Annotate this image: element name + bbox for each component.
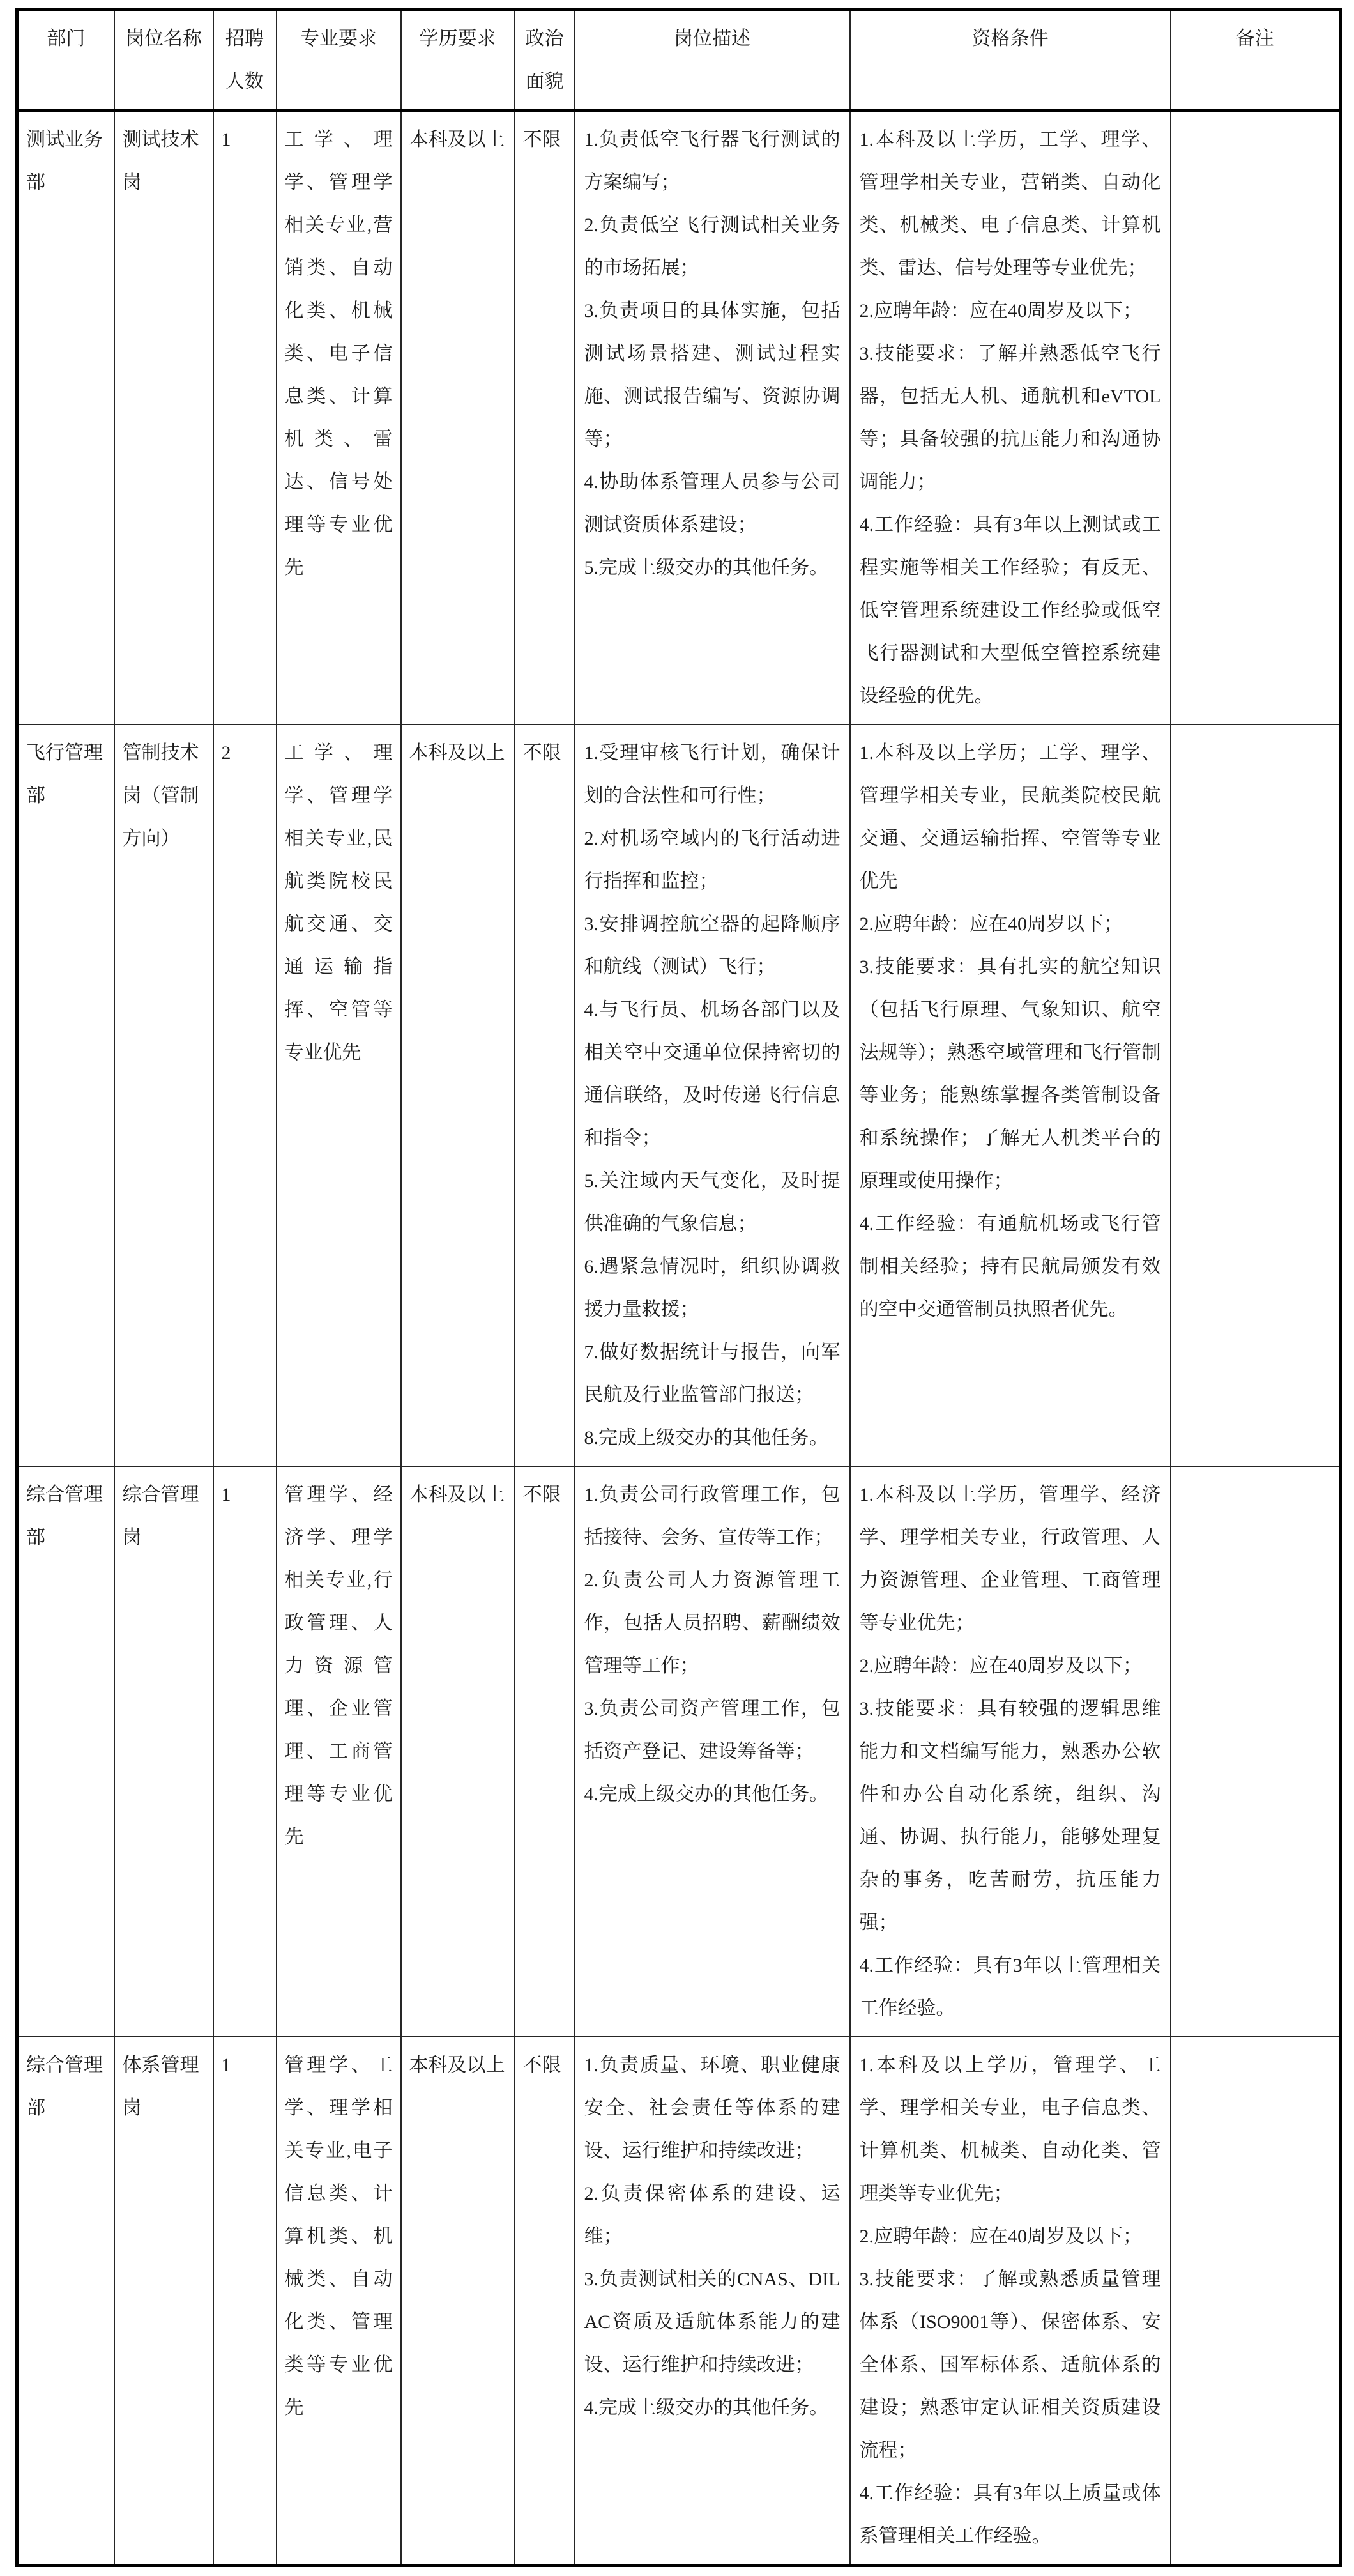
- cell-remark: [1171, 111, 1341, 724]
- qual-item: 4.工作经验：具有3年以上测试或工程实施等相关工作经验；有反无、低空管理系统建设工作经验或低空飞行器测试和大型低空管控系统建设经验的优先。: [859, 514, 1161, 707]
- table-header: [17, 10, 1341, 111]
- cell-count: 1: [213, 1466, 277, 2037]
- desc-item: 2.对机场空域内的飞行活动进行指挥和监控；: [584, 828, 841, 892]
- col-header-politics: 政治面貌: [515, 10, 575, 111]
- cell-major: 管理学、经济学、理学相关专业,行政管理、人力资源管理、企业管理、工商管理等专业优先: [277, 1466, 401, 2037]
- cell-education: 本科及以上: [401, 2037, 515, 2566]
- desc-item: 8.完成上级交办的其他任务。: [584, 1427, 828, 1448]
- table-row: [17, 2037, 1341, 2566]
- cell-count: 2: [213, 724, 277, 1466]
- table-row: [17, 1466, 1341, 2037]
- qual-item: 3.技能要求：具有较强的逻辑思维能力和文档编写能力，熟悉办公软件和办公自动化系统，组织、沟通、协调、执行能力，能够处理复杂的事务，吃苦耐劳，抗压能力强；: [859, 1698, 1161, 1933]
- qual-item: 2.应聘年龄：应在40周岁以下；: [859, 914, 1123, 935]
- desc-item: 5.完成上级交办的其他任务。: [584, 557, 828, 578]
- col-header-qualifications: 资格条件: [850, 10, 1171, 111]
- desc-item: 2.负责保密体系的建设、运维；: [584, 2183, 841, 2247]
- cell-politics: 不限: [515, 724, 575, 1466]
- cell-qualifications: [850, 1466, 1171, 2037]
- header-row: [17, 10, 1341, 111]
- cell-department: 飞行管理部: [17, 724, 114, 1466]
- desc-item: 5.关注域内天气变化，及时提供准确的气象信息；: [584, 1170, 841, 1234]
- col-header-description: 岗位描述: [575, 10, 850, 111]
- qual-item: 1.本科及以上学历，管理学、工学、理学相关专业，电子信息类、计算机类、机械类、自动化类、管理类等专业优先；: [859, 2055, 1161, 2204]
- cell-education: 本科及以上: [401, 724, 515, 1466]
- cell-remark: [1171, 1466, 1341, 2037]
- col-header-education: 学历要求: [401, 10, 515, 111]
- cell-major: 工学、理学、管理学相关专业,营销类、自动化类、机械类、电子信息类、计算机类、雷达、信号处理等专业优先: [277, 111, 401, 724]
- col-header-department: 部门: [17, 10, 114, 111]
- desc-item: 6.遇紧急情况时，组织协调救援力量救援；: [584, 1256, 841, 1320]
- desc-item: 3.负责项目的具体实施，包括测试场景搭建、测试过程实施、测试报告编写、资源协调等；: [584, 300, 841, 450]
- desc-item: 2.负责低空飞行测试相关业务的市场拓展；: [584, 215, 841, 279]
- cell-qualifications: [850, 2037, 1171, 2566]
- qual-item: 1.本科及以上学历，工学、理学、管理学相关专业，营销类、自动化类、机械类、电子信息类、计算机类、雷达、信号处理等专业优先；: [859, 129, 1161, 279]
- cell-description: [575, 111, 850, 724]
- col-header-remark: 备注: [1171, 10, 1341, 111]
- cell-description: [575, 724, 850, 1466]
- recruitment-table: [15, 8, 1342, 2567]
- desc-item: 3.负责公司资产管理工作，包括资产登记、建设筹备等；: [584, 1698, 841, 1762]
- cell-major: 工学、理学、管理学相关专业,民航类院校民航交通、交通运输指挥、空管等专业优先: [277, 724, 401, 1466]
- cell-politics: 不限: [515, 111, 575, 724]
- cell-position: 综合管理岗: [114, 1466, 213, 2037]
- cell-major: 管理学、工学、理学相关专业,电子信息类、计算机类、机械类、自动化类、管理类等专业优先: [277, 2037, 401, 2566]
- qual-item: 2.应聘年龄：应在40周岁及以下；: [859, 2226, 1142, 2247]
- qual-item: 4.工作经验：具有3年以上质量或体系管理相关工作经验。: [859, 2483, 1161, 2547]
- cell-description: [575, 1466, 850, 2037]
- cell-education: 本科及以上: [401, 111, 515, 724]
- desc-item: 4.协助体系管理人员参与公司测试资质体系建设；: [584, 471, 841, 535]
- cell-position: 管制技术岗（管制方向）: [114, 724, 213, 1466]
- desc-item: 4.与飞行员、机场各部门以及相关空中交通单位保持密切的通信联络，及时传递飞行信息和指令；: [584, 999, 841, 1149]
- desc-item: 1.受理审核飞行计划，确保计划的合法性和可行性；: [584, 742, 841, 806]
- cell-remark: [1171, 2037, 1341, 2566]
- cell-department: 测试业务部: [17, 111, 114, 724]
- qual-item: 4.工作经验：具有3年以上管理相关工作经验。: [859, 1955, 1161, 2019]
- desc-item: 7.做好数据统计与报告，向军民航及行业监管部门报送；: [584, 1342, 841, 1406]
- cell-department: 综合管理部: [17, 1466, 114, 2037]
- col-header-count: 招聘人数: [213, 10, 277, 111]
- cell-qualifications: [850, 111, 1171, 724]
- cell-description: [575, 2037, 850, 2566]
- desc-item: 4.完成上级交办的其他任务。: [584, 1784, 828, 1805]
- cell-department: 综合管理部: [17, 2037, 114, 2566]
- desc-item: 3.安排调控航空器的起降顺序和航线（测试）飞行；: [584, 914, 841, 977]
- desc-item: 1.负责低空飞行器飞行测试的方案编写；: [584, 129, 841, 193]
- cell-education: 本科及以上: [401, 1466, 515, 2037]
- col-header-major: 专业要求: [277, 10, 401, 111]
- desc-item: 3.负责测试相关的CNAS、DILAC资质及适航体系能力的建设、运行维护和持续改进；: [584, 2269, 841, 2375]
- qual-item: 3.技能要求：了解并熟悉低空飞行器，包括无人机、通航机和eVTOL等；具备较强的抗压能力和沟通协调能力；: [859, 343, 1161, 493]
- cell-remark: [1171, 724, 1341, 1466]
- desc-item: 1.负责质量、环境、职业健康安全、社会责任等体系的建设、运行维护和持续改进；: [584, 2055, 841, 2161]
- cell-position: 测试技术岗: [114, 111, 213, 724]
- cell-politics: 不限: [515, 1466, 575, 2037]
- qual-item: 4.工作经验：有通航机场或飞行管制相关经验；持有民航局颁发有效的空中交通管制员执照者优先。: [859, 1213, 1161, 1320]
- cell-politics: 不限: [515, 2037, 575, 2566]
- cell-position: 体系管理岗: [114, 2037, 213, 2566]
- desc-item: 1.负责公司行政管理工作，包括接待、会务、宣传等工作；: [584, 1484, 841, 1548]
- col-header-position: 岗位名称: [114, 10, 213, 111]
- cell-count: 1: [213, 2037, 277, 2566]
- desc-item: 2.负责公司人力资源管理工作，包括人员招聘、薪酬绩效管理等工作；: [584, 1570, 841, 1676]
- qual-item: 2.应聘年龄：应在40周岁及以下；: [859, 1655, 1142, 1676]
- table-row: [17, 724, 1341, 1466]
- qual-item: 1.本科及以上学历；工学、理学、管理学相关专业，民航类院校民航交通、交通运输指挥、空管等专业优先: [859, 742, 1161, 892]
- table-row: [17, 111, 1341, 724]
- qual-item: 1.本科及以上学历，管理学、经济学、理学相关专业，行政管理、人力资源管理、企业管理、工商管理等专业优先；: [859, 1484, 1161, 1634]
- qual-item: 3.技能要求：了解或熟悉质量管理体系（ISO9001等）、保密体系、安全体系、国军标体系、适航体系的建设；熟悉审定认证相关资质建设流程；: [859, 2269, 1161, 2461]
- qual-item: 2.应聘年龄：应在40周岁及以下；: [859, 300, 1142, 321]
- qual-item: 3.技能要求：具有扎实的航空知识（包括飞行原理、气象知识、航空法规等）；熟悉空域管理和飞行管制等业务；能熟练掌握各类管制设备和系统操作；了解无人机类平台的原理或使用操作；: [859, 956, 1161, 1192]
- desc-item: 4.完成上级交办的其他任务。: [584, 2397, 828, 2418]
- cell-count: 1: [213, 111, 277, 724]
- table-body: [17, 111, 1341, 2566]
- cell-qualifications: [850, 724, 1171, 1466]
